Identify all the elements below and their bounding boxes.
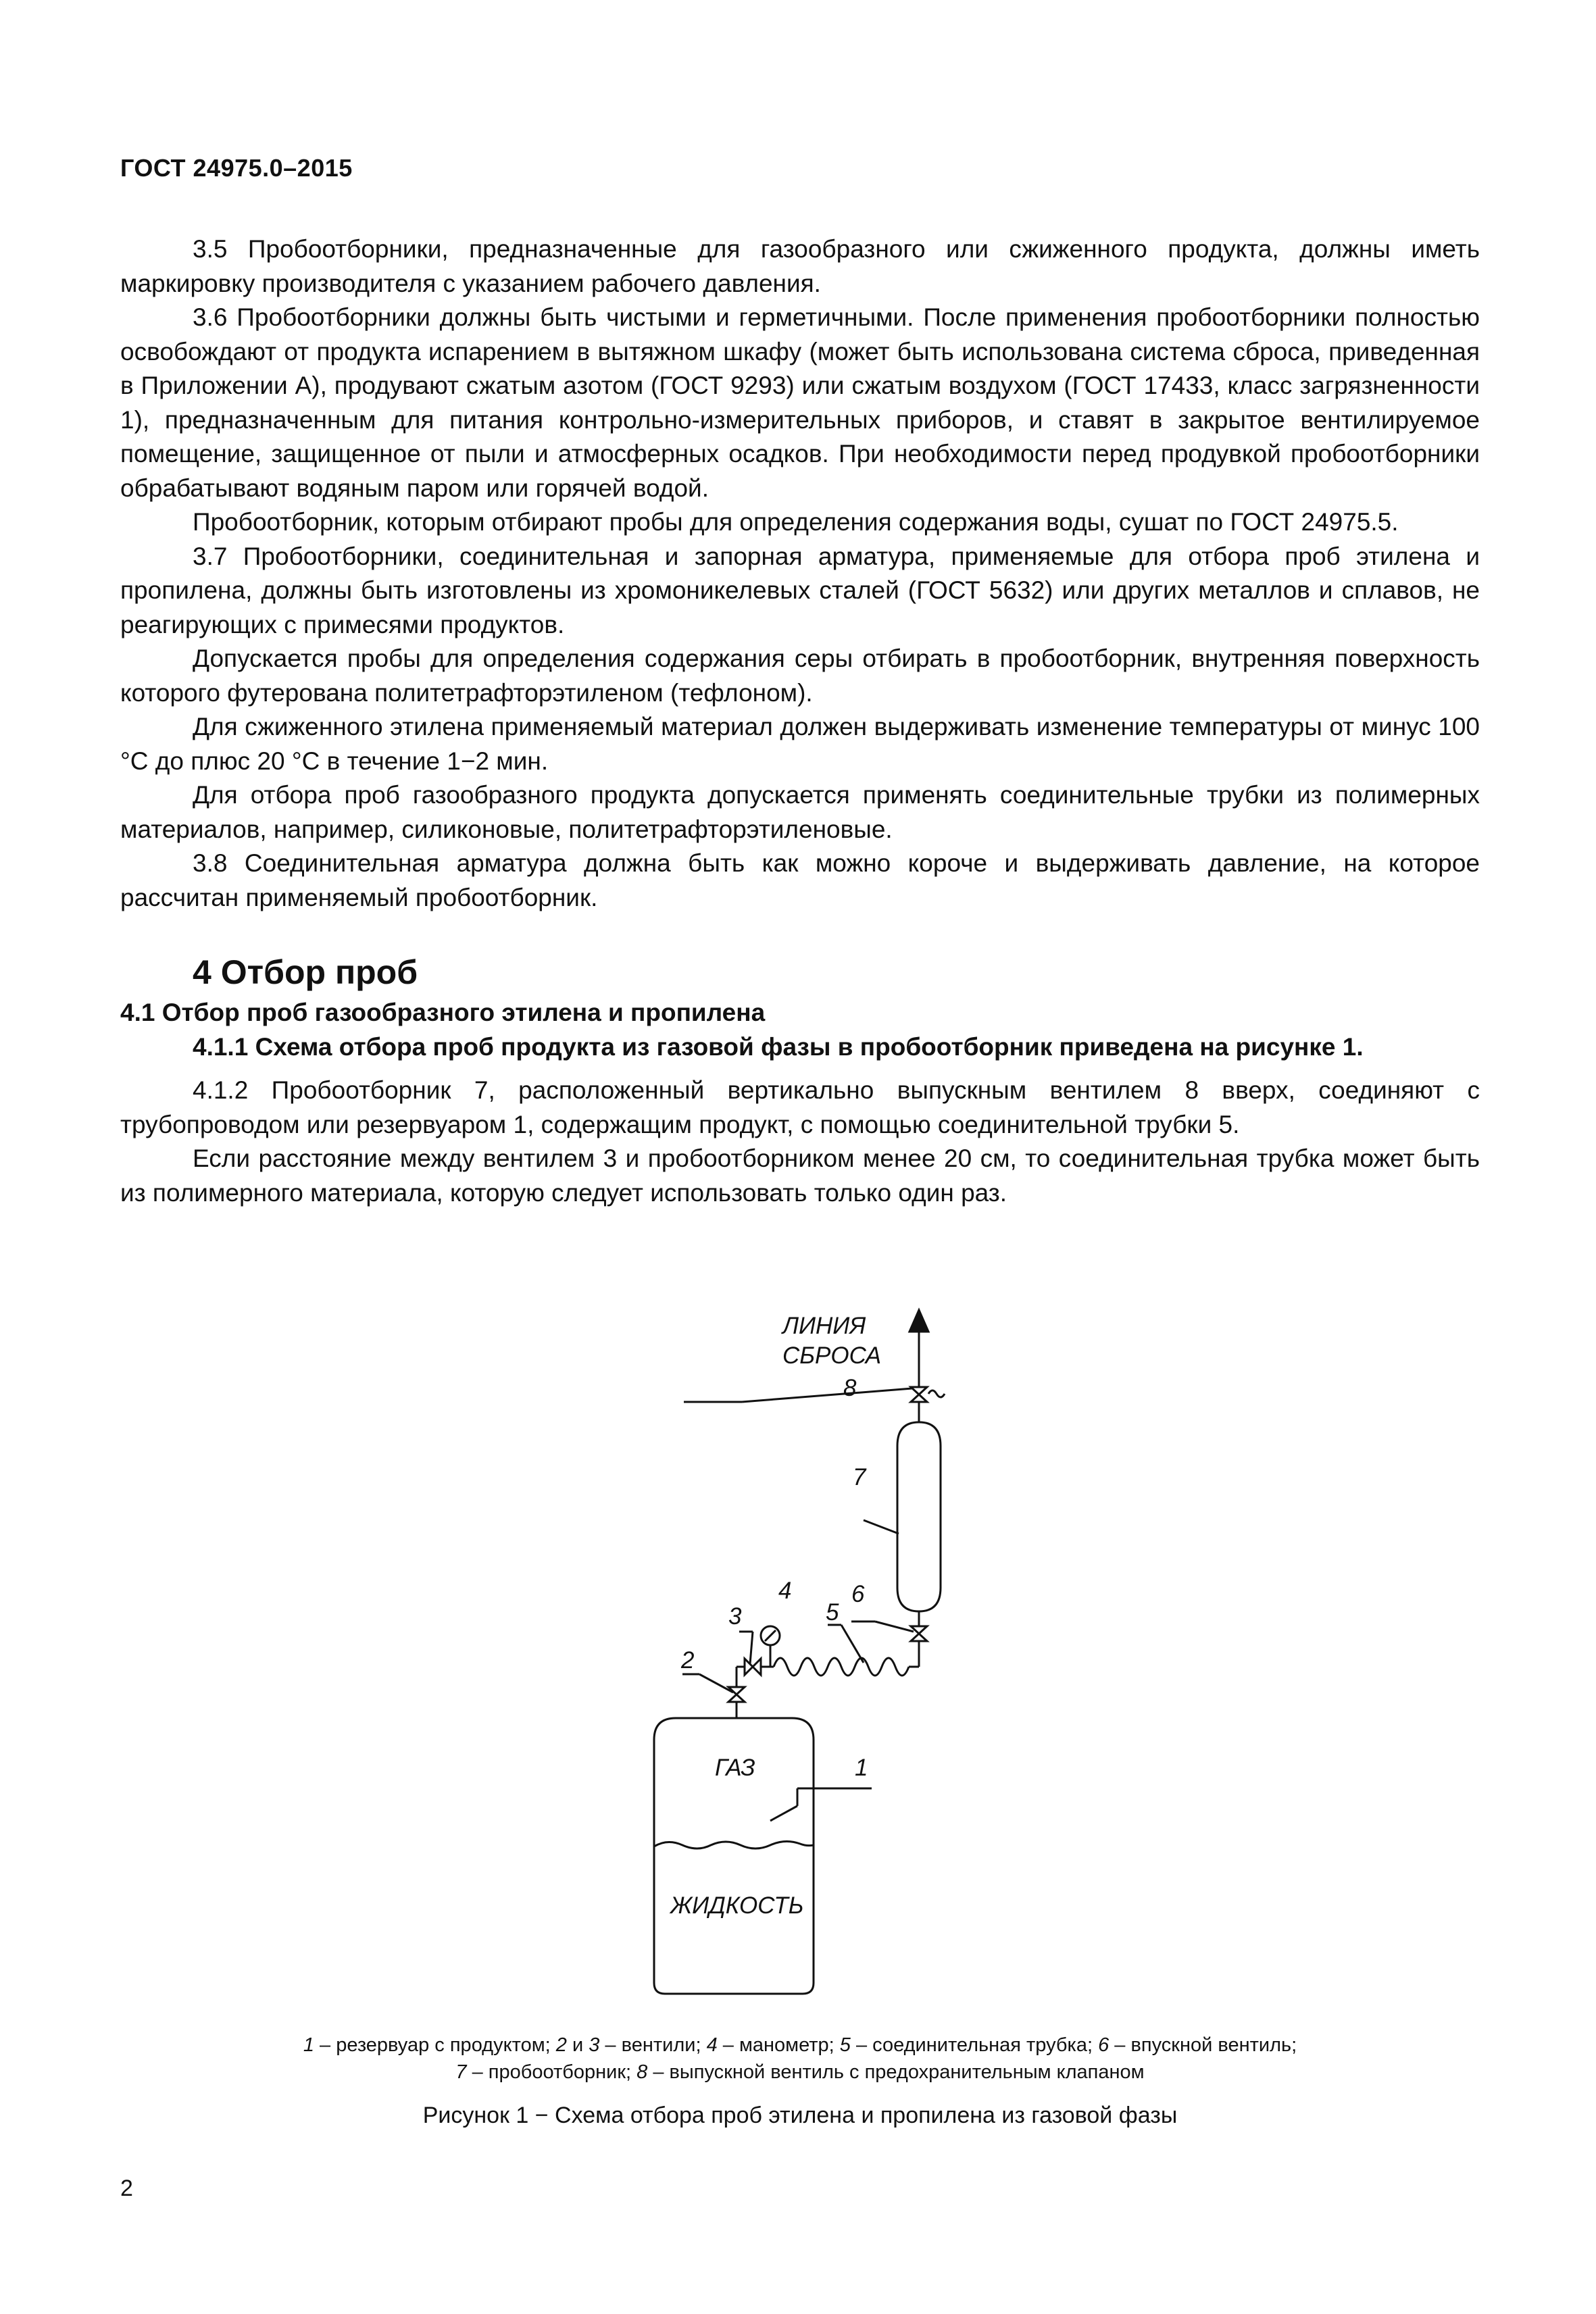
liquid-label: ЖИДКОСТЬ (670, 1892, 804, 1919)
valve-3-icon (745, 1659, 761, 1675)
valve-8-icon (911, 1387, 927, 1402)
paragraph-3-6: 3.6 Пробоотборники должны быть чистыми и герметичными. После применения пробоотборники полностью освобождают от продукта испарением в вытяжном шкафу (может быть использована система сброса, приведенная в Приложении А), продувают сжатым азотом (ГОСТ 9293) или сжатым воздухом (ГОСТ 17433, класс загрязненности 1), предназначенным для питания контрольно-измерительных приборов, и ставят в закрытое вентилируемое помещение, защищенное от пыли и атмосферных осадков. При необходимости перед продувкой пробоотборники обрабатывают водяным паром или горячей водой. (120, 303, 1480, 502)
figure-legend-line-2: 7 – пробоотборник; 8 – выпускной вентиль с предохранительным клапаном (455, 2061, 1145, 2083)
callout-4: 4 (778, 1578, 792, 1604)
document-body (120, 232, 1480, 1210)
figure-title: Рисунок 1 − Схема отбора проб этилена и пропилена из газовой фазы (422, 2103, 1178, 2128)
liquid-surface (654, 1841, 814, 1848)
callout-6: 6 (851, 1581, 865, 1607)
callout-2: 2 (681, 1647, 695, 1674)
callout-1: 1 (855, 1755, 868, 1781)
gas-label: ГАЗ (715, 1755, 755, 1781)
callout-8: 8 (843, 1375, 857, 1401)
paragraph-3-8: 3.8 Соединительная арматура должна быть как можно короче и выдерживать давление, на которое рассчитан применяемый пробоотборник. (120, 849, 1480, 911)
paragraph-4-1-2: 4.1.2 Пробоотборник 7, расположенный вертикально выпускным вентилем 8 вверх, соединяют с трубопроводом или резервуаром 1, содержащим продукт, с помощью соединительной трубки 5. (120, 1076, 1480, 1138)
paragraph-3-7-sulfur: Допускается пробы для определения содержания серы отбирать в пробоотборник, внутренняя поверхность которого футерована политетрафторэтиленом (тефлоном). (120, 645, 1480, 707)
subsection-4-1-1: 4.1.1 Схема отбора проб продукта из газовой фазы в пробоотборник приведена на рисунке 1. (193, 1032, 1364, 1061)
sampler-7 (897, 1422, 941, 1611)
callout-7: 7 (853, 1464, 866, 1490)
connecting-tube-5 (774, 1658, 909, 1676)
page-number: 2 (120, 2175, 133, 2201)
figure-legend-line-1: 1 – резервуар с продуктом; 2 и 3 – вентили; 4 – манометр; 5 – соединительная трубка; 6 – впускной вентиль; (303, 2034, 1297, 2056)
callout-3: 3 (728, 1603, 742, 1630)
paragraph-4-1-2-distance: Если расстояние между вентилем 3 и пробоотборником менее 20 см, то соединительная трубка может быть из полимерного материала, которую следует использовать только один раз. (120, 1145, 1480, 1207)
paragraph-3-5: 3.5 Пробоотборники, предназначенные для газообразного или сжиженного продукта, должны иметь маркировку производителя с указанием рабочего давления. (120, 235, 1480, 297)
callout-5: 5 (826, 1599, 839, 1626)
safety-valve-icon (928, 1390, 945, 1397)
section-title: 4 Отбор проб (193, 953, 418, 991)
paragraph-3-6-water: Пробоотборник, которым отбирают пробы для определения содержания воды, сушат по ГОСТ 24975.5. (193, 508, 1399, 536)
paragraph-3-7-polymer: Для отбора проб газообразного продукта допускается применять соединительные трубки из полимерных материалов, например, силиконовые, политетрафторэтиленовые. (120, 781, 1480, 843)
sampling-diagram (608, 1307, 987, 1996)
outlet-arrow-icon (909, 1310, 928, 1332)
paragraph-3-7: 3.7 Пробоотборники, соединительная и запорная арматура, применяемые для отбора проб этилена и пропилена, должны быть изготовлены из хромоникелевых сталей (ГОСТ 5632) или других металлов и сплавов, не реагирующих с примесями продуктов. (120, 542, 1480, 638)
valve-2-icon (728, 1687, 745, 1702)
line-label-2: СБРОСА (782, 1342, 882, 1369)
paragraph-3-7-temperature: Для сжиженного этилена применяемый материал должен выдерживать изменение температуры от минус 100 °С до плюс 20 °С в течение 1−2 мин. (120, 713, 1480, 775)
valve-6-icon (911, 1626, 927, 1641)
subsection-4-1: 4.1 Отбор проб газообразного этилена и пропилена (120, 999, 766, 1026)
line-label-1: ЛИНИЯ (782, 1313, 866, 1339)
document-header: ГОСТ 24975.0–2015 (120, 154, 353, 182)
figure-legend (120, 2032, 1480, 2086)
